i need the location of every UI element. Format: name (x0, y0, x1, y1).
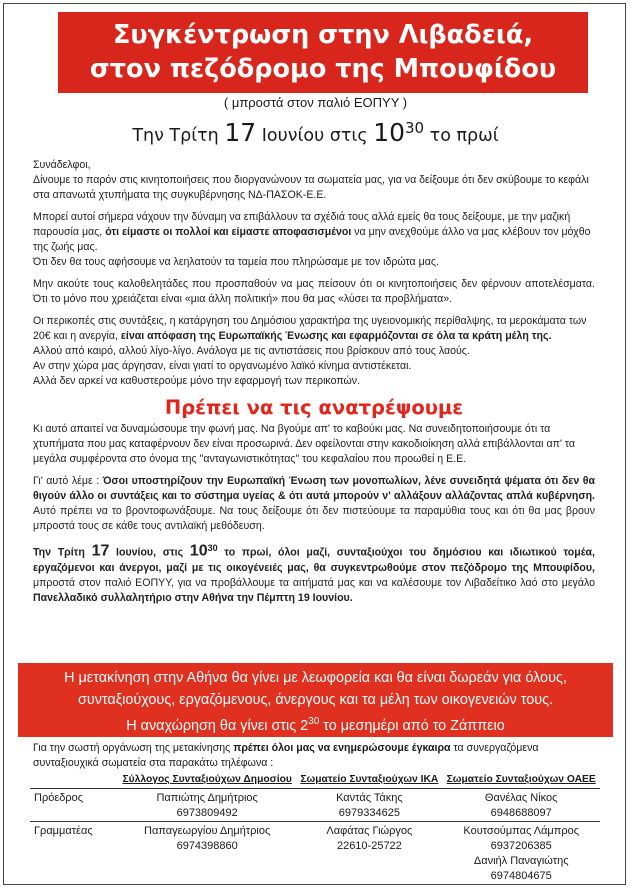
paragraph-3: Μην ακούτε τους καλοθελητάδες που προσπαθούν να μας πείσουν ότι οι κινητοποιήσεις δεν φέρνουν αποτελέσματα. Ότι το μόνο που χρειάζεται είναι «μια άλλη πολιτική» που θα μας «λύσει τα προβλήματα». (33, 278, 595, 305)
notice-line-3-pre: Η αναχώρηση θα γίνει στις 2 (126, 717, 309, 734)
secretary-phone: 6974398860 (176, 840, 238, 852)
paragraph-4-line-4: Αλλά δεν αρκεί να καθυστερούμε μόνο την εφαρμογή των περικοπών. (33, 375, 361, 387)
p7-pre: Την Τρίτη (33, 546, 92, 559)
paragraph-2-last: Ότι δεν θα τους αφήσουμε να λεηλατούν τα ταμεία που πληρώσαμε με τον ιδρώτα μας. (33, 256, 439, 268)
date-minutes: 30 (405, 119, 425, 138)
headline-banner (58, 12, 588, 93)
paragraph-4 (33, 314, 595, 389)
table-row (30, 822, 600, 840)
p7-day: 17 (91, 542, 110, 560)
paragraph-7 (33, 541, 595, 606)
contacts-header-row (30, 772, 600, 789)
paragraph-2-bold: ότι είμαστε οι πολλοί και είμαστε αποφασισμένοι (105, 226, 352, 238)
extra-name: Δανιήλ Παναγιώτης (473, 855, 569, 867)
secretary-name: Παπαγεωργίου Δημήτριος (118, 822, 296, 840)
notice-line-3 (18, 711, 613, 737)
paragraph-1: Δίνουμε το παρόν στις κινητοποιήσεις που διοργανώνουν τα σωματεία μας, για να δείξουμε ότι δεν σκύβουμε το κεφάλι στα απανωτά χτυπήματα της συγκυβέρνησης ΝΔ-ΠΑΣΟΚ-Ε.Ε. (33, 174, 589, 201)
extra-phone: 6974804675 (490, 870, 552, 882)
paragraph-2-cont: να μην ανεχθούμε άλλο να μας κλέβουν τον μόχθο της ζωής μας. (33, 226, 591, 253)
paragraph-6-cont: Αυτό πρέπει να το βροντοφωνάξουμε. Να τους δείξουμε ότι δεν πιστεύουμε τα παραμύθια τους και ότι θα μας βρουν μπροστά τους σε κάθε τους αντιλαϊκή μεθόδευση. (33, 505, 595, 532)
emphasis-heading: Πρέπει να τις ανατρέψουμε (164, 396, 464, 419)
headline-line-1: Συγκέντρωση στην Λιβαδειά, (112, 20, 534, 50)
president-name: Παπιώτης Δημήτριος (118, 789, 296, 807)
notice-line-3-sup: 30 (308, 716, 320, 727)
greeting: Συνάδελφοι, (33, 159, 91, 171)
president-phone: 6948688097 (490, 807, 552, 819)
p7-hour: 10 (189, 542, 208, 560)
transport-notice (18, 663, 613, 737)
date-post: το πρωί (424, 126, 499, 146)
table-row (30, 854, 600, 869)
p7-mid: Ιουνίου, στις (109, 546, 190, 559)
p7-min: 30 (207, 543, 218, 553)
paragraph-2 (33, 210, 595, 270)
date-day: 17 (224, 118, 257, 147)
notice-line-2: συνταξιούχους, εργαζόμενους, άνεργους και τα μέλη των οικογενειών τους. (77, 691, 554, 708)
location-subtitle: ( μπροστά στον παλιό ΕΟΠΥΥ ) (223, 95, 408, 110)
p7-post: το πρωί, όλοι μαζί, συνταξιούχοι του δημόσιου και ιδιωτικού τομέα, εργαζόμενοι και άνεργοι, μαζί με τις οικογένειές μας, θα συγκεντρωθούμε στον πεζόδρομο της Μπουφίδου, (33, 546, 595, 574)
notice-line-1: Η μετακίνηση στην Αθήνα θα γίνει με λεωφορεία και θα είναι δωρεάν για όλους, (64, 670, 567, 686)
paragraph-2-text: Μπορεί αυτοί σήμερα νάχουν την δύναμη να επιβάλλουν τα σχέδιά τους αλλά εμείς θα τους δείξουμε, με την μαζική παρουσία μας, (33, 211, 571, 238)
header-public-pensioners: Σύλλογος Συνταξιούχων Δημοσίου (122, 774, 292, 785)
paragraph-4-text: Οι περικοπές στις συντάξεις, η κατάργηση του Δημόσιου χαρακτήρα της υγειονομικής περίθαλψης, τα μεροκάματα των 20€ και η ανεργία, (33, 315, 587, 342)
header-oaee-pensioners: Σωματείο Συνταξιούχων ΟΑΕΕ (446, 774, 596, 785)
secretary-name: Λαφάτας Γιώργος (296, 822, 442, 840)
secretary-phone: 22610-25722 (336, 840, 402, 852)
paragraph-4-line-3: Αν στην χώρα μας άργησαν, είναι γιατί το οργανωμένο λαϊκό κίνημα αντιστέκεται. (33, 360, 412, 372)
president-phone: 6979334625 (338, 807, 400, 819)
table-row (30, 869, 600, 884)
header-ika-pensioners: Σωματείο Συνταξιούχων ΙΚΑ (300, 774, 439, 785)
date-mid: Ιουνίου στις (256, 126, 374, 146)
paragraph-4-bold: είναι απόφαση της Ευρωπαϊκής Ένωσης και εφαρμόζονται σε όλα τα κράτη μέλη της. (120, 330, 552, 342)
footer-intro-bold: πρέπει όλοι μας να ενημερώσουμε έγκαιρα (233, 742, 451, 754)
role-secretary: Γραμματέας (30, 822, 118, 840)
president-name: Θανέλας Νίκος (442, 789, 600, 807)
paragraph-4-line-2: Αλλού από καιρό, αλλού λίγο-λίγο. Ανάλογα με τις αντιστάσεις που βρίσκουν από τους λαούς. (33, 345, 470, 357)
date-pre: Την Τρίτη (132, 126, 225, 146)
date-line (0, 118, 631, 147)
contacts-table (30, 772, 600, 884)
paragraph-6-bold: Όσοι υποστηρίζουν την Ευρωπαϊκή Ένωση των μονοπωλίων, λένε συνειδητά ψέματα ότι δεν θα θιγούν άλλο οι συντάξεις και το σύστημα υγείας & ότι αυτά μπορούν ν' αλλάξουν αλλάζοντας απλά κυβέρνηση. (33, 475, 596, 502)
table-row (30, 789, 600, 807)
headline-line-2: στον πεζόδρομο της Μπουφίδου (89, 54, 557, 84)
secretary-name: Κουτσούμπας Λάμπρος (442, 822, 600, 840)
p7-bold-end: Πανελλαδικό συλλαλητήριο στην Αθήνα την Πέμπτη 19 Ιουνίου. (33, 591, 353, 604)
secretary-phone: 6937206385 (490, 840, 552, 852)
notice-line-3-post: το μεσημέρι από το Ζάππειο (319, 717, 505, 734)
date-hour: 10 (373, 118, 405, 147)
paragraph-6-lead: Γι' αυτό λέμε : (33, 475, 103, 487)
footer-intro-post: τα συνεργαζόμενα συνταξιουχικά σωματεία στα παρακάτω τηλέφωνα : (33, 742, 539, 769)
table-row (30, 806, 600, 822)
table-row (30, 839, 600, 854)
contacts-header-role (30, 772, 118, 789)
paragraph-6 (33, 474, 595, 534)
p7-tail: μπροστά στον παλιό ΕΟΠΥΥ, για να προβάλλουμε τα αιτήματά μας και να καλέσουμε τον Λιβαδείτικο λαό στο μεγάλο (33, 576, 595, 589)
letter-body (33, 158, 595, 613)
president-name: Καντάς Τάκης (296, 789, 442, 807)
paragraph-5: Κι αυτό απαιτεί να δυναμώσουμε την φωνή μας. Να βγούμε απ' το καβούκι μας. Να συνειδητοποιήσουμε ότι τα χτυπήματα που μας καταφέρνουν δεν είναι προσωρινά. Δεν οφείλονται στην κακοδιοίκηση αλλά επιβάλλονται απ' τα μεγάλα συμφέροντα στο όνομα της "ανταγωνιστικότητας" του κεφαλαίου που προωθεί η Ε.Ε. (33, 423, 576, 465)
role-president: Πρόεδρος (30, 789, 118, 807)
paragraph-intro (33, 158, 595, 203)
president-phone: 6973809492 (176, 807, 238, 819)
footer-intro (33, 741, 603, 771)
footer-intro-pre: Για την σωστή οργάνωση της μετακίνησης (33, 742, 234, 754)
